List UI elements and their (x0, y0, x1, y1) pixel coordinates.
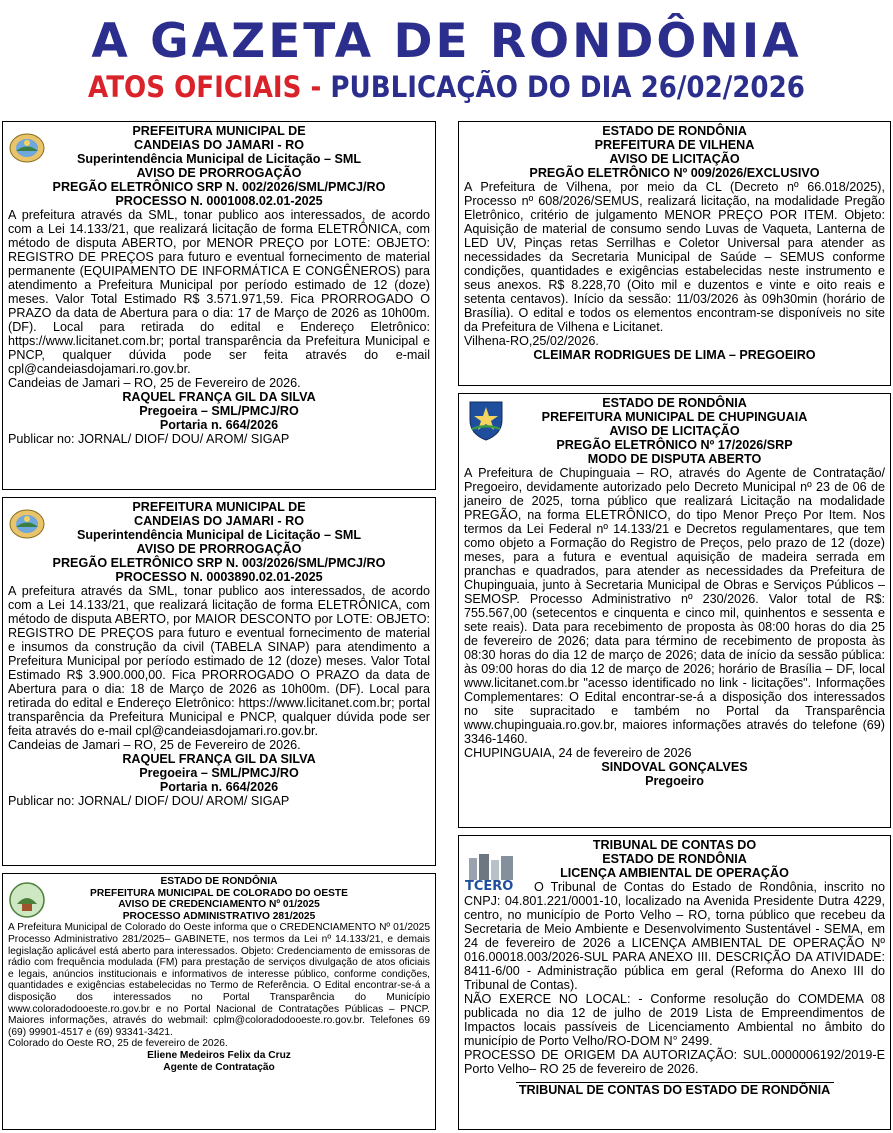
portaria: Portaria n. 664/2026 (159, 780, 279, 794)
header-line-2: PREFEITURA MUNICIPAL DE COLORADO DO OESTE (90, 887, 348, 899)
header-line-4: PROCESSO ADMINISTRATIVO 281/2025 (122, 910, 316, 922)
signer-name: RAQUEL FRANÇA GIL DA SILVA (122, 752, 316, 766)
header-line-3: AVISO DE CREDENCIAMENTO Nº 01/2025 (118, 899, 320, 911)
signer-name: Eliene Medeiros Felix da Cruz (147, 1049, 291, 1061)
header-line-1: TRIBUNAL DE CONTAS DO (592, 838, 757, 852)
section-label: ATOS OFICIAIS (88, 70, 302, 104)
separator: - (301, 70, 331, 104)
notice-body-1: O Tribunal de Contas do Estado de Rondônia, inscrito no CNPJ: 04.801.221/0001-10, localizado na Avenida Presidente Dutra 4229, centro, no município de Porto Velho – RO, torna público que recebeu da Secretaria de Meio Ambiente e Desenvolvimento Sustentável - SEMA, em 24 de fevereiro de 2026 a LICENÇA AMBIENTAL DE OPERAÇÃO Nº 016.00018.003/2026-SUL PARA ANEXO III. DESCRIÇÃO DA ATIVIDADE: 8411-6/00 - Administração pública em geral (Reforma do Anexo III do Tribunal de Contas). (464, 880, 885, 992)
place-date: Vilhena-RO,25/02/2026. (464, 334, 599, 348)
header-line-4: AVISO DE PRORROGAÇÃO (136, 542, 302, 556)
signer-role: Pregoeiro (645, 774, 704, 788)
chupinguaia-coat-of-arms-icon (464, 398, 508, 442)
notice-body: A Prefeitura de Vilhena, por meio da CL (Decreto nº 66.018/2025), Processo nº 608/2026/SEMUS, realizará licitação, na modalidade Pregão Eletrônico, critério de julgamento MENOR PREÇO POR ITEM. Objeto: Aquisição de material de consumo sendo Luvas de Vaqueta, Lanterna de LED UV, Pinças retas Serrilhas e Coletor Universal para atender as necessidades da Secretaria Municipal de Saúde – SEMUS conforme condições, quantidades e exigências estabelecidas neste instrumento e seus anexos. R$ 8.228,70 (Oito mil e duzentos e vinte e oito reais e setenta centavos). Início da sessão: 11/03/2026 às 09h30min (horário de Brasília). O edital e todos os elementos encontram-se disponíveis no site da Prefeitura de Vilhena e Licitanet. (464, 180, 885, 334)
publish-in: Publicar no: JORNAL/ DIOF/ DOU/ AROM/ SIGAP (8, 794, 290, 808)
place-date: CHUPINGUAIA, 24 de fevereiro de 2026 (464, 746, 692, 760)
header-line-2: PREFEITURA DE VILHENA (594, 138, 755, 152)
notice-body: A Prefeitura Municipal de Colorado do Oeste informa que o CREDENCIAMENTO Nº 01/2025 Processo Administrativo 281/2025– GABINETE, nos termos da Lei nº 14.133/21, e demais legislação aplicável está aberto para interessados. Objeto: Credenciamento de emissoras de rádio com frequência modulada (FM) para prestação de serviços divulgação de atos oficiais e legais, anúncios institucionais e informativos de interesse público, conforme condições, quantidades e exigências estabelecidas no Termo de Referência. O Edital encontrar-se-á a disposição dos interessados no Portal Transparência do Município www.coloradodooeste.ro.gov.br e no Portal Nacional de Contratações Públicas – PNCP. Maiores informações, através do webmail: cplm@coloradodooeste.ro.gov.br. Telefones 69 (69) 99901-4517 e (69) 93341-3421. (8, 922, 430, 1038)
header-line-4: AVISO DE PRORROGAÇÃO (136, 166, 302, 180)
notice-vilhena (458, 121, 891, 386)
signer-role: Agente de Contratação (163, 1061, 275, 1073)
header-line-2: PREFEITURA MUNICIPAL DE CHUPINGUAIA (541, 410, 808, 424)
signer-role: Pregoeira – SML/PMCJ/RO (139, 766, 299, 780)
signer-name: CLEIMAR RODRIGUES DE LIMA – PREGOEIRO (533, 348, 816, 362)
signer-name: TRIBUNAL DE CONTAS DO ESTADO DE RONDÔNIA (518, 1083, 831, 1097)
header-line-2: CANDEIAS DO JAMARI - RO (133, 138, 305, 152)
header-line-1: ESTADO DE RONDÔNIA (602, 124, 747, 138)
header-line-2: CANDEIAS DO JAMARI - RO (133, 514, 305, 528)
publication-line (45, 70, 849, 104)
notice-body-3: PROCESSO DE ORIGEM DA AUTORIZAÇÃO: SUL.0000006192/2019-E Porto Velho– RO 25 de fevereiro de 2026. (464, 1048, 885, 1076)
signer-name: SINDOVAL GONÇALVES (601, 760, 748, 774)
notice-tce-ro (458, 835, 891, 1130)
header-line-6: PROCESSO N. 0001008.02.01-2025 (115, 194, 323, 208)
signer-role: Pregoeira – SML/PMCJ/RO (139, 404, 299, 418)
publish-in: Publicar no: JORNAL/ DIOF/ DOU/ AROM/ SIGAP (8, 432, 290, 446)
header-line-1: PREFEITURA MUNICIPAL DE (132, 500, 306, 514)
header-line-3: Superintendência Municipal de Licitação – SML (76, 528, 362, 542)
header-line-1: ESTADO DE RONDÔNIA (160, 876, 278, 887)
place-date: Colorado do Oeste RO, 25 de fevereiro de 2026. (8, 1038, 228, 1050)
header-line-4: PREGÃO ELETRÔNICO Nº 17/2026/SRP (556, 438, 793, 452)
notice-candeias-002 (2, 121, 436, 490)
header-line-3: AVISO DE LICITAÇÃO (609, 424, 740, 438)
header-line-1: PREFEITURA MUNICIPAL DE (132, 124, 306, 138)
notice-chupinguaia (458, 393, 891, 828)
header-line-5: MODO DE DISPUTA ABERTO (587, 452, 762, 466)
header-line-3: LICENÇA AMBIENTAL DE OPERAÇÃO (560, 866, 789, 880)
header-line-2: ESTADO DE RONDÔNIA (602, 852, 747, 866)
newspaper-title: A GAZETA DE RONDÔNIA (91, 14, 802, 69)
publication-date: PUBLICAÇÃO DO DIA 26/02/2026 (330, 70, 805, 104)
portaria: Portaria n. 664/2026 (159, 418, 279, 432)
notice-body: A prefeitura através da SML, tonar publico aos interessados, de acordo com a Lei 14.133/21, que realizará licitação de forma ELETRÔNICA, com método de disputa ABERTO, por MAIOR DESCONTO por LOTE: OBJETO: REGISTRO DE PREÇOS para futuro e eventual fornecimento de material e insumos da construção da civil (TABELA SINAP) para atendimento a Prefeitura Municipal por período estimado de 12 (doze) meses. Valor Total Estimado R$ 3.900.000,00. Fica PRORROGADO O PRAZO da data de Abertura para o dia: 18 de Março de 2026 as 10h00m. (DF). Local para retirada do edital e Endereço Eletrônico: https://www.licitanet.com.br; portal transparência da Prefeitura Municipal e PNCP, qualquer dúvida pode ser feita através do e-mail cpl@candeiasdojamari.ro.gov.br. (8, 584, 430, 738)
notice-body: A Prefeitura de Chupinguaia – RO, através do Agente de Contratação/ Pregoeiro, devidamente autorizado pelo Decreto Municipal nº 23 de 06 de janeiro de 2025, torna público que realizará Licitação na modalidade PREGÃO, na forma ELETRÔNICO, do tipo Menor Preço Por Item. Nos termos da Lei Federal nº 14.133/21 e Decretos regulamentares, que tem como objeto a Formação do Registro de Preços, pelo prazo de 12 (doze) meses, para a futura e eventual aquisição de madeira serrada em pranchas e quadrados, para atender as necessidades da Prefeitura de Chupinguaia, junto à Secretaria Municipal de Obras e Serviços Públicos – SEMOSP. Processo Administrativo nº 230/2026. Valor total de R$: 755.567,00 (setecentos e cinquenta e cinco mil, quinhentos e sessenta e sete reais). Data para recebimento de proposta às 08:00 horas do dia 25 de fevereiro de 2026; data para término de recebimento de proposta às 08:30 horas do dia 12 de março de 2026; data de início da sessão pública: às 09:00 horas do dia 12 de março de 2026; horário de Brasília – DF, local www.licitanet.com.br "acesso identificado no link - licitações". Informações Complementares: O Edital encontrar-se-á a disposição dos interessados no site supracitado e também no Portal da Transparência www.chupinguaia.ro.gov.br, maiores informações através do telefone (69) 3346-1460. (464, 466, 885, 746)
notice-candeias-003 (2, 497, 436, 866)
place-date: Candeias de Jamari – RO, 25 de Fevereiro de 2026. (8, 738, 301, 752)
header-line-3: AVISO DE LICITAÇÃO (609, 152, 740, 166)
header-line-3: Superintendência Municipal de Licitação – SML (76, 152, 362, 166)
header-line-1: ESTADO DE RONDÔNIA (602, 396, 747, 410)
tcero-building-icon (465, 852, 519, 880)
tcero-logo-text: TCERO (465, 879, 514, 894)
notice-body-2: NÃO EXERCE NO LOCAL: - Conforme resolução do COMDEMA 08 publicada no dia 12 de julho de 2019 Lista de Empreendimentos de Impactos locais passíveis de Licenciamento Ambiental no âmbito do município de Porto Velho/RO-DOM N° 2499. (464, 992, 885, 1048)
masthead (0, 0, 893, 118)
header-line-6: PROCESSO N. 0003890.02.01-2025 (115, 570, 323, 584)
notice-colorado-do-oeste (2, 873, 436, 1130)
candeias-coat-of-arms-icon (7, 502, 47, 542)
notice-body: A prefeitura através da SML, tonar publico aos interessados, de acordo com a Lei 14.133/21, que realizará licitação de forma ELETRÔNICA, com método de disputa ABERTO, por MENOR PREÇO por LOTE: OBJETO: REGISTRO DE PREÇOS para futuro e eventual fornecimento de material permanente (EQUIPAMENTO DE INFORMÁTICA E CONGÊNEROS) para atendimento a Prefeitura Municipal por período estimado de 12 (doze) meses. Valor Total Estimado R$ 3.571.971,59. Fica PRORROGADO O PRAZO da data de Abertura para o dia: 17 de Março de 2026 as 10h00m. (DF). Local para retirada do edital e Endereço Eletrônico: https://www.licitanet.com.br; portal transparência da Prefeitura Municipal e PNCP, qualquer dúvida pode ser feita através do e-mail cpl@candeiasdojamari.ro.gov.br. (8, 208, 430, 376)
header-line-5: PREGÃO ELETRÔNICO SRP N. 003/2026/SML/PMCJ/RO (52, 556, 386, 570)
header-line-5: PREGÃO ELETRÔNICO SRP N. 002/2026/SML/PMCJ/RO (52, 180, 386, 194)
colorado-coat-of-arms-icon (7, 880, 47, 920)
signer-name: RAQUEL FRANÇA GIL DA SILVA (122, 390, 316, 404)
tcero-logo (465, 852, 519, 894)
header-line-4: PREGÃO ELETRÔNICO Nº 009/2026/EXCLUSIVO (529, 166, 820, 180)
candeias-coat-of-arms-icon (7, 126, 47, 166)
place-date: Candeias de Jamari – RO, 25 de Fevereiro de 2026. (8, 376, 301, 390)
